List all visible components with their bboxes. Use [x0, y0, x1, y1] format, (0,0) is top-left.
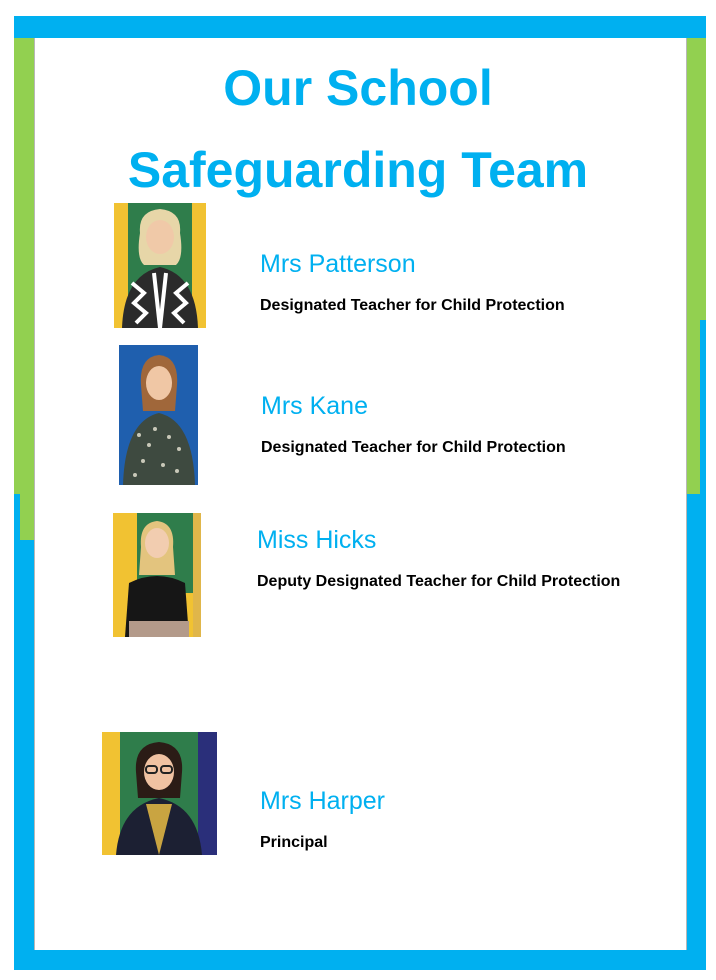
right-blue-border-lower — [686, 494, 706, 950]
left-blue-border-lower — [14, 668, 34, 950]
role-mrs-harper: Principal — [260, 834, 328, 851]
top-border-bar — [14, 16, 706, 38]
photo-mrs-harper — [102, 732, 217, 855]
role-miss-hicks: Deputy Designated Teacher for Child Protection — [257, 573, 621, 590]
photo-miss-hicks — [113, 513, 201, 637]
name-miss-hicks: Miss Hicks — [257, 526, 377, 554]
role-mrs-patterson: Designated Teacher for Child Protection — [260, 297, 565, 314]
name-mrs-patterson: Mrs Patterson — [260, 250, 416, 278]
page-title-line1: Our School — [223, 60, 493, 116]
page-title-line2: Safeguarding Team — [127, 142, 589, 198]
role-mrs-kane: Designated Teacher for Child Protection — [261, 439, 566, 456]
name-mrs-harper: Mrs Harper — [260, 787, 386, 815]
photo-mrs-kane — [119, 345, 198, 485]
name-mrs-kane: Mrs Kane — [261, 392, 368, 420]
bottom-border-bar — [14, 950, 706, 970]
photo-mrs-patterson — [114, 203, 206, 328]
